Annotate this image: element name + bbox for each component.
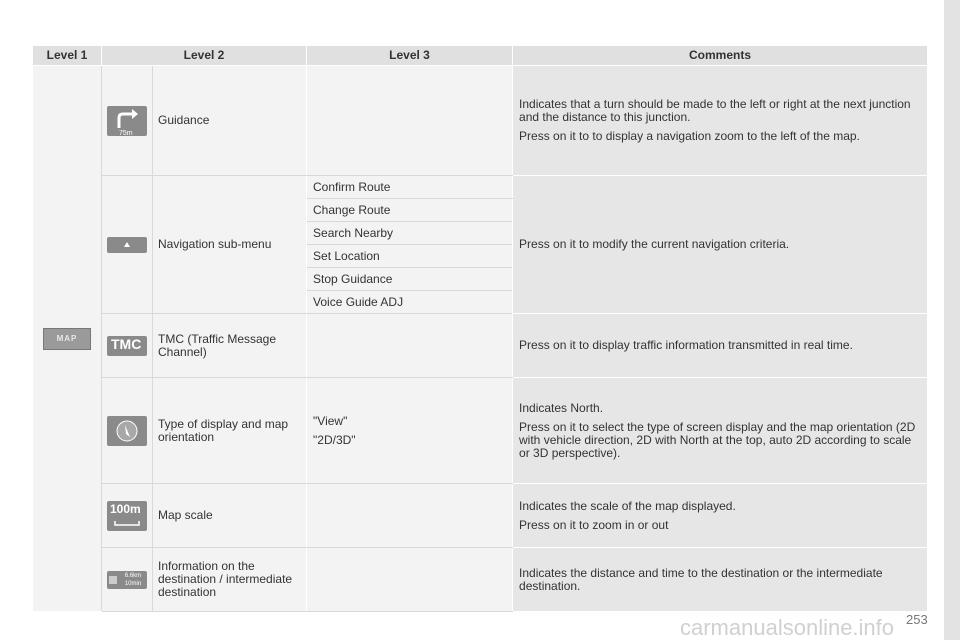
scale-icon-cell: [102, 484, 153, 548]
header-level3: Level 3: [307, 46, 513, 66]
map-scale-icon[interactable]: [107, 501, 147, 531]
header-level1: Level 1: [33, 46, 102, 66]
watermark: carmanualsonline.info: [680, 615, 895, 640]
level2-map-scale: Map scale: [153, 484, 307, 548]
guidance-distance-text: 75m: [119, 129, 133, 137]
level3-search-nearby[interactable]: Search Nearby: [307, 222, 513, 245]
comment-text: Indicates the scale of the map displayed.: [519, 498, 736, 513]
level2-guidance: Guidance: [153, 66, 307, 176]
tmc-icon-cell: [102, 314, 153, 378]
table-row-navigation: [33, 176, 928, 199]
scale-icon-text: 100m: [110, 501, 141, 516]
triangle-up-icon[interactable]: [107, 237, 147, 253]
comment-navigation: [513, 176, 928, 314]
display-icon-cell: [102, 378, 153, 484]
level3-voice-guide-adj[interactable]: Voice Guide ADJ: [307, 291, 513, 314]
destination-icon-cell: [102, 548, 153, 612]
destination-icon-text: 6.6km 10min: [124, 572, 142, 587]
header-comments: Comments: [513, 46, 928, 66]
comment-text: Press on it to display traffic information transmitted in real time.: [519, 338, 853, 352]
navigation-icon-cell: [102, 176, 153, 314]
table-row-destination-info: [33, 548, 928, 612]
level3-destination-info: [307, 548, 513, 612]
level2-display-type: Type of display and map orientation: [153, 378, 307, 484]
comment-text: Indicates North.: [519, 400, 604, 415]
destination-info-icon[interactable]: [107, 571, 147, 589]
turn-right-arrow-icon[interactable]: [107, 106, 147, 136]
level2-destination-info: Information on the destination / intermediate destination: [153, 548, 307, 612]
table-row-guidance: [33, 66, 928, 176]
comment-text: Indicates that a turn should be made to the left or right at the next junction and the distance to this junction.: [519, 97, 911, 124]
tmc-icon-text: TMC: [111, 335, 142, 352]
tmc-icon[interactable]: [107, 336, 147, 356]
level3-tmc: [307, 314, 513, 378]
comment-text: Press on it to to display a navigation zoom to the left of the map.: [519, 129, 860, 143]
guidance-icon-cell: [102, 66, 153, 176]
level3-guidance: [307, 66, 513, 176]
level3-2d3d-option[interactable]: "2D/3D": [313, 432, 356, 447]
table-row-tmc: [33, 314, 928, 378]
comment-tmc: [513, 314, 928, 378]
level3-confirm-route[interactable]: Confirm Route: [307, 176, 513, 199]
level3-view-option[interactable]: "View": [313, 413, 348, 428]
comment-guidance: [513, 66, 928, 176]
comment-text: Indicates the distance and time to the destination or the intermediate destination.: [519, 565, 883, 593]
comment-map-scale: [513, 484, 928, 548]
level3-change-route[interactable]: Change Route: [307, 199, 513, 222]
comment-destination-info: [513, 548, 928, 612]
table-row-display-type: [33, 378, 928, 484]
header-level2: Level 2: [102, 46, 307, 66]
comment-display-type: [513, 378, 928, 484]
map-button-icon[interactable]: MAP: [43, 328, 91, 350]
comment-text: Press on it to modify the current navigation criteria.: [519, 237, 790, 251]
comment-text: Press on it to zoom in or out: [519, 517, 669, 532]
page-number: 253: [906, 612, 928, 627]
level3-stop-guidance[interactable]: Stop Guidance: [307, 268, 513, 291]
page-edge-bar: [944, 0, 960, 640]
compass-icon[interactable]: [107, 416, 147, 446]
level3-display-type: [307, 378, 513, 484]
level2-navigation: Navigation sub-menu: [153, 176, 307, 314]
comment-text: Press on it to select the type of screen display and the map orientation (2D with vehicle direction, 2D with North at the top, auto 2D according to scale or 3D perspective).: [519, 419, 916, 460]
level1-cell: [33, 66, 102, 612]
table-header-row: [33, 46, 928, 66]
table-row-map-scale: [33, 484, 928, 548]
level2-tmc: TMC (Traffic Message Channel): [153, 314, 307, 378]
level3-set-location[interactable]: Set Location: [307, 245, 513, 268]
map-menu-table: [32, 45, 928, 612]
level3-map-scale: [307, 484, 513, 548]
